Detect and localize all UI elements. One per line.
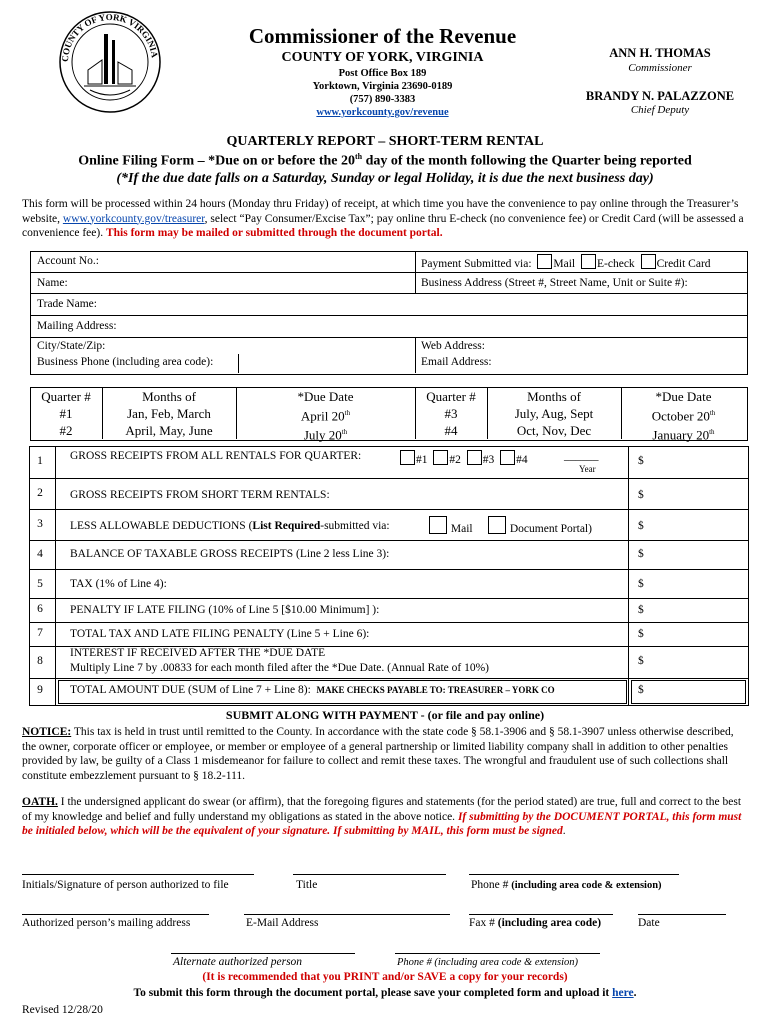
line-3-number: 3 xyxy=(37,518,43,530)
commissioner-title: Commissioner xyxy=(628,62,692,74)
title-label: Title xyxy=(296,879,318,891)
line-5-amount[interactable]: $ xyxy=(638,578,644,590)
mailing-address-label: Authorized person’s mailing address xyxy=(22,917,191,929)
city-zip: Yorktown, Virginia 23690-0189 xyxy=(312,81,453,92)
name-field[interactable]: Name: xyxy=(37,277,68,289)
submit-note: SUBMIT ALONG WITH PAYMENT - (or file and pay online) xyxy=(225,708,545,722)
line-1-number: 1 xyxy=(37,455,43,467)
date-line[interactable] xyxy=(638,914,726,915)
office-title: Commissioner of the Revenue xyxy=(248,24,517,48)
city-state-zip-field[interactable]: City/State/Zip: xyxy=(37,340,106,352)
office-phone: (757) 890-3383 xyxy=(349,94,416,105)
county-name: COUNTY OF YORK, VIRGINIA xyxy=(281,50,484,65)
year-field[interactable]: ______ xyxy=(564,450,599,462)
business-phone-field[interactable]: Business Phone (including area code): xyxy=(37,356,214,368)
oath-paragraph: OATH. I the undersigned applicant do swear (or affirm), that the foregoing figures and statements (for the period stated) are true, full and correct to the best of my knowledge and belief and fully understand my obligations as stated in the above notice. If submitting by the DOCUMENT PORTAL, this form must be initialed below, which will be the equivalent of your signature. If submitting by MAIL, this form must be signed. xyxy=(22,796,742,837)
line-4-label: BALANCE OF TAXABLE GROSS RECEIPTS (Line 2 less Line 3): xyxy=(70,548,390,560)
portal-upload-link[interactable]: here xyxy=(612,987,634,999)
deductions-mail-checkbox[interactable] xyxy=(429,516,447,534)
due-date-note: (*If the due date falls on a Saturday, Sunday or legal Holiday, it is due the next business day) xyxy=(116,171,654,186)
line-8-number: 8 xyxy=(37,655,43,667)
revision-date: Revised 12/28/20 xyxy=(22,1004,103,1016)
months-col-2: Months of July, Aug, Sept Oct, Nov, Dec xyxy=(514,389,594,438)
line-7-amount[interactable]: $ xyxy=(638,628,644,640)
report-title: QUARTERLY REPORT – SHORT-TERM RENTAL xyxy=(226,134,544,149)
line-6-amount[interactable]: $ xyxy=(638,604,644,616)
date-label: Date xyxy=(638,917,660,929)
line-1-quarter-checkboxes: #1 #2 #3 #4 xyxy=(397,450,528,466)
deductions-portal-checkbox[interactable] xyxy=(488,516,506,534)
line-7-label: TOTAL TAX AND LATE FILING PENALTY (Line 5 + Line 6): xyxy=(70,628,370,640)
line-3-mail-option: Mail xyxy=(426,516,473,535)
line-6-number: 6 xyxy=(37,603,43,615)
initials-signature-label: Initials/Signature of person authorized to file xyxy=(22,879,229,891)
revenue-website-link[interactable]: www.yorkcounty.gov/revenue xyxy=(316,107,449,118)
notice-paragraph: NOTICE: This tax is held in trust until remitted to the County. In accordance with the state code § 58.1-3906 and § 58.1-3907 unless otherwise described, the owner, corporate officer or employee, or member or employee of a general partnership or limited liability company shall in addition to other penalties provided by law, be guilty of a Class 1 misdemeanor for failure to collect and remit these taxes. The wrongful and fraudulent use of such collections shall constitute embezzlement pursuant to § 18.2-111. xyxy=(22,726,734,782)
email-address-field[interactable]: Email Address: xyxy=(421,356,492,368)
commissioner-name: ANN H. THOMAS xyxy=(609,46,711,60)
intro-paragraph: This form will be processed within 24 hours (Monday thru Friday) of receipt, at which time you have the convenience to pay online through the Treasurer’s website, www.yorkcounty.gov/treasurer, select “Pay Consumer/Excise Tax”; pay online thru E-check (no convenience fee) or Credit Card (will be assessed a convenience fee). This form may be mailed or submitted through the document portal. xyxy=(22,198,744,239)
deputy-name: BRANDY N. PALAZZONE xyxy=(585,89,735,103)
print-save-note: (It is recommended that you PRINT and/or SAVE a copy for your records) xyxy=(202,971,568,983)
trade-name-field[interactable]: Trade Name: xyxy=(37,298,97,310)
quarter-col-1: Quarter # #1 #2 xyxy=(41,389,91,438)
line-3-portal-option: Document Portal) xyxy=(485,516,592,535)
svg-text:COUNTY OF YORK VIRGINIA: COUNTY OF YORK VIRGINIA xyxy=(59,11,160,63)
echeck-checkbox[interactable] xyxy=(581,254,596,269)
quarter-col-2: Quarter # #3 #4 xyxy=(426,389,476,438)
due-date-col-2: *Due Date October 20th January 20th xyxy=(651,389,716,443)
line-1-label: GROSS RECEIPTS FROM ALL RENTALS FOR QUARTER: xyxy=(70,450,362,462)
web-address-field[interactable]: Web Address: xyxy=(421,340,485,352)
quarter-3-checkbox[interactable] xyxy=(467,450,482,465)
alternate-person-line[interactable] xyxy=(171,953,355,954)
line-3-label: LESS ALLOWABLE DEDUCTIONS (List Required-submitted via: xyxy=(70,520,390,532)
line-2-amount[interactable]: $ xyxy=(638,489,644,501)
payment-method: Payment Submitted via: Mail E-check Credit Card xyxy=(421,254,711,270)
po-box: Post Office Box 189 xyxy=(338,68,427,79)
credit-card-checkbox[interactable] xyxy=(641,254,656,269)
report-subtitle: Online Filing Form – *Due on or before the 20th day of the month following the Quarter being reported xyxy=(78,152,692,169)
line-2-number: 2 xyxy=(37,487,43,499)
fax-line[interactable] xyxy=(469,914,613,915)
line-9-number: 9 xyxy=(37,684,43,696)
mailing-address-field[interactable]: Mailing Address: xyxy=(37,320,117,332)
line-4-number: 4 xyxy=(37,548,43,560)
alternate-phone-label: Phone # (including area code & extension) xyxy=(397,957,578,968)
alternate-phone-line[interactable] xyxy=(395,953,600,954)
deputy-title: Chief Deputy xyxy=(630,104,690,116)
title-line[interactable] xyxy=(293,874,446,875)
line-2-label: GROSS RECEIPTS FROM SHORT TERM RENTALS: xyxy=(70,489,330,501)
business-address-field[interactable]: Business Address (Street #, Street Name, Unit or Suite #): xyxy=(421,277,688,289)
initials-signature-line[interactable] xyxy=(22,874,254,875)
phone-line[interactable] xyxy=(469,874,679,875)
mailing-address-line[interactable] xyxy=(22,914,209,915)
email-line[interactable] xyxy=(244,914,450,915)
due-date-col-1: *Due Date April 20th July 20th xyxy=(297,389,354,443)
email-label: E-Mail Address xyxy=(246,917,319,929)
line-4-amount[interactable]: $ xyxy=(638,548,644,560)
line-6-label: PENALTY IF LATE FILING (10% of Line 5 [$10.00 Minimum] ): xyxy=(70,604,380,616)
months-col-1: Months of Jan, Feb, March April, May, June xyxy=(125,389,213,438)
fax-label: Fax # (including area code) xyxy=(469,917,602,929)
mail-checkbox[interactable] xyxy=(537,254,552,269)
quarter-4-checkbox[interactable] xyxy=(500,450,515,465)
line-5-number: 5 xyxy=(37,578,43,590)
line-1-amount[interactable]: $ xyxy=(638,455,644,467)
line-3-amount[interactable]: $ xyxy=(638,520,644,532)
line-8-label: INTEREST IF RECEIVED AFTER THE *DUE DATE Multiply Line 7 by .00833 for each month filed after the *Due Date. (Annual Rate of 10%) xyxy=(70,647,489,674)
account-no-field[interactable]: Account No.: xyxy=(37,255,99,267)
quarter-2-checkbox[interactable] xyxy=(433,450,448,465)
phone-label: Phone # (including area code & extension) xyxy=(471,879,662,891)
line-8-amount[interactable]: $ xyxy=(638,655,644,667)
quarter-1-checkbox[interactable] xyxy=(400,450,415,465)
line-9-amount[interactable]: $ xyxy=(638,684,644,696)
line-7-number: 7 xyxy=(37,627,43,639)
year-label: Year xyxy=(579,464,596,474)
line-9-label: TOTAL AMOUNT DUE (SUM of Line 7 + Line 8): MAKE CHECKS PAYABLE TO: TREASURER – YORK CO xyxy=(70,684,555,696)
line-5-label: TAX (1% of Line 4): xyxy=(70,578,167,590)
alternate-person-label: Alternate authorized person xyxy=(173,956,303,968)
county-seal-logo xyxy=(58,10,162,114)
treasurer-website-link[interactable]: www.yorkcounty.gov/treasurer xyxy=(62,212,205,225)
portal-instructions: To submit this form through the document portal, please save your completed form and upload it here. xyxy=(133,987,637,999)
